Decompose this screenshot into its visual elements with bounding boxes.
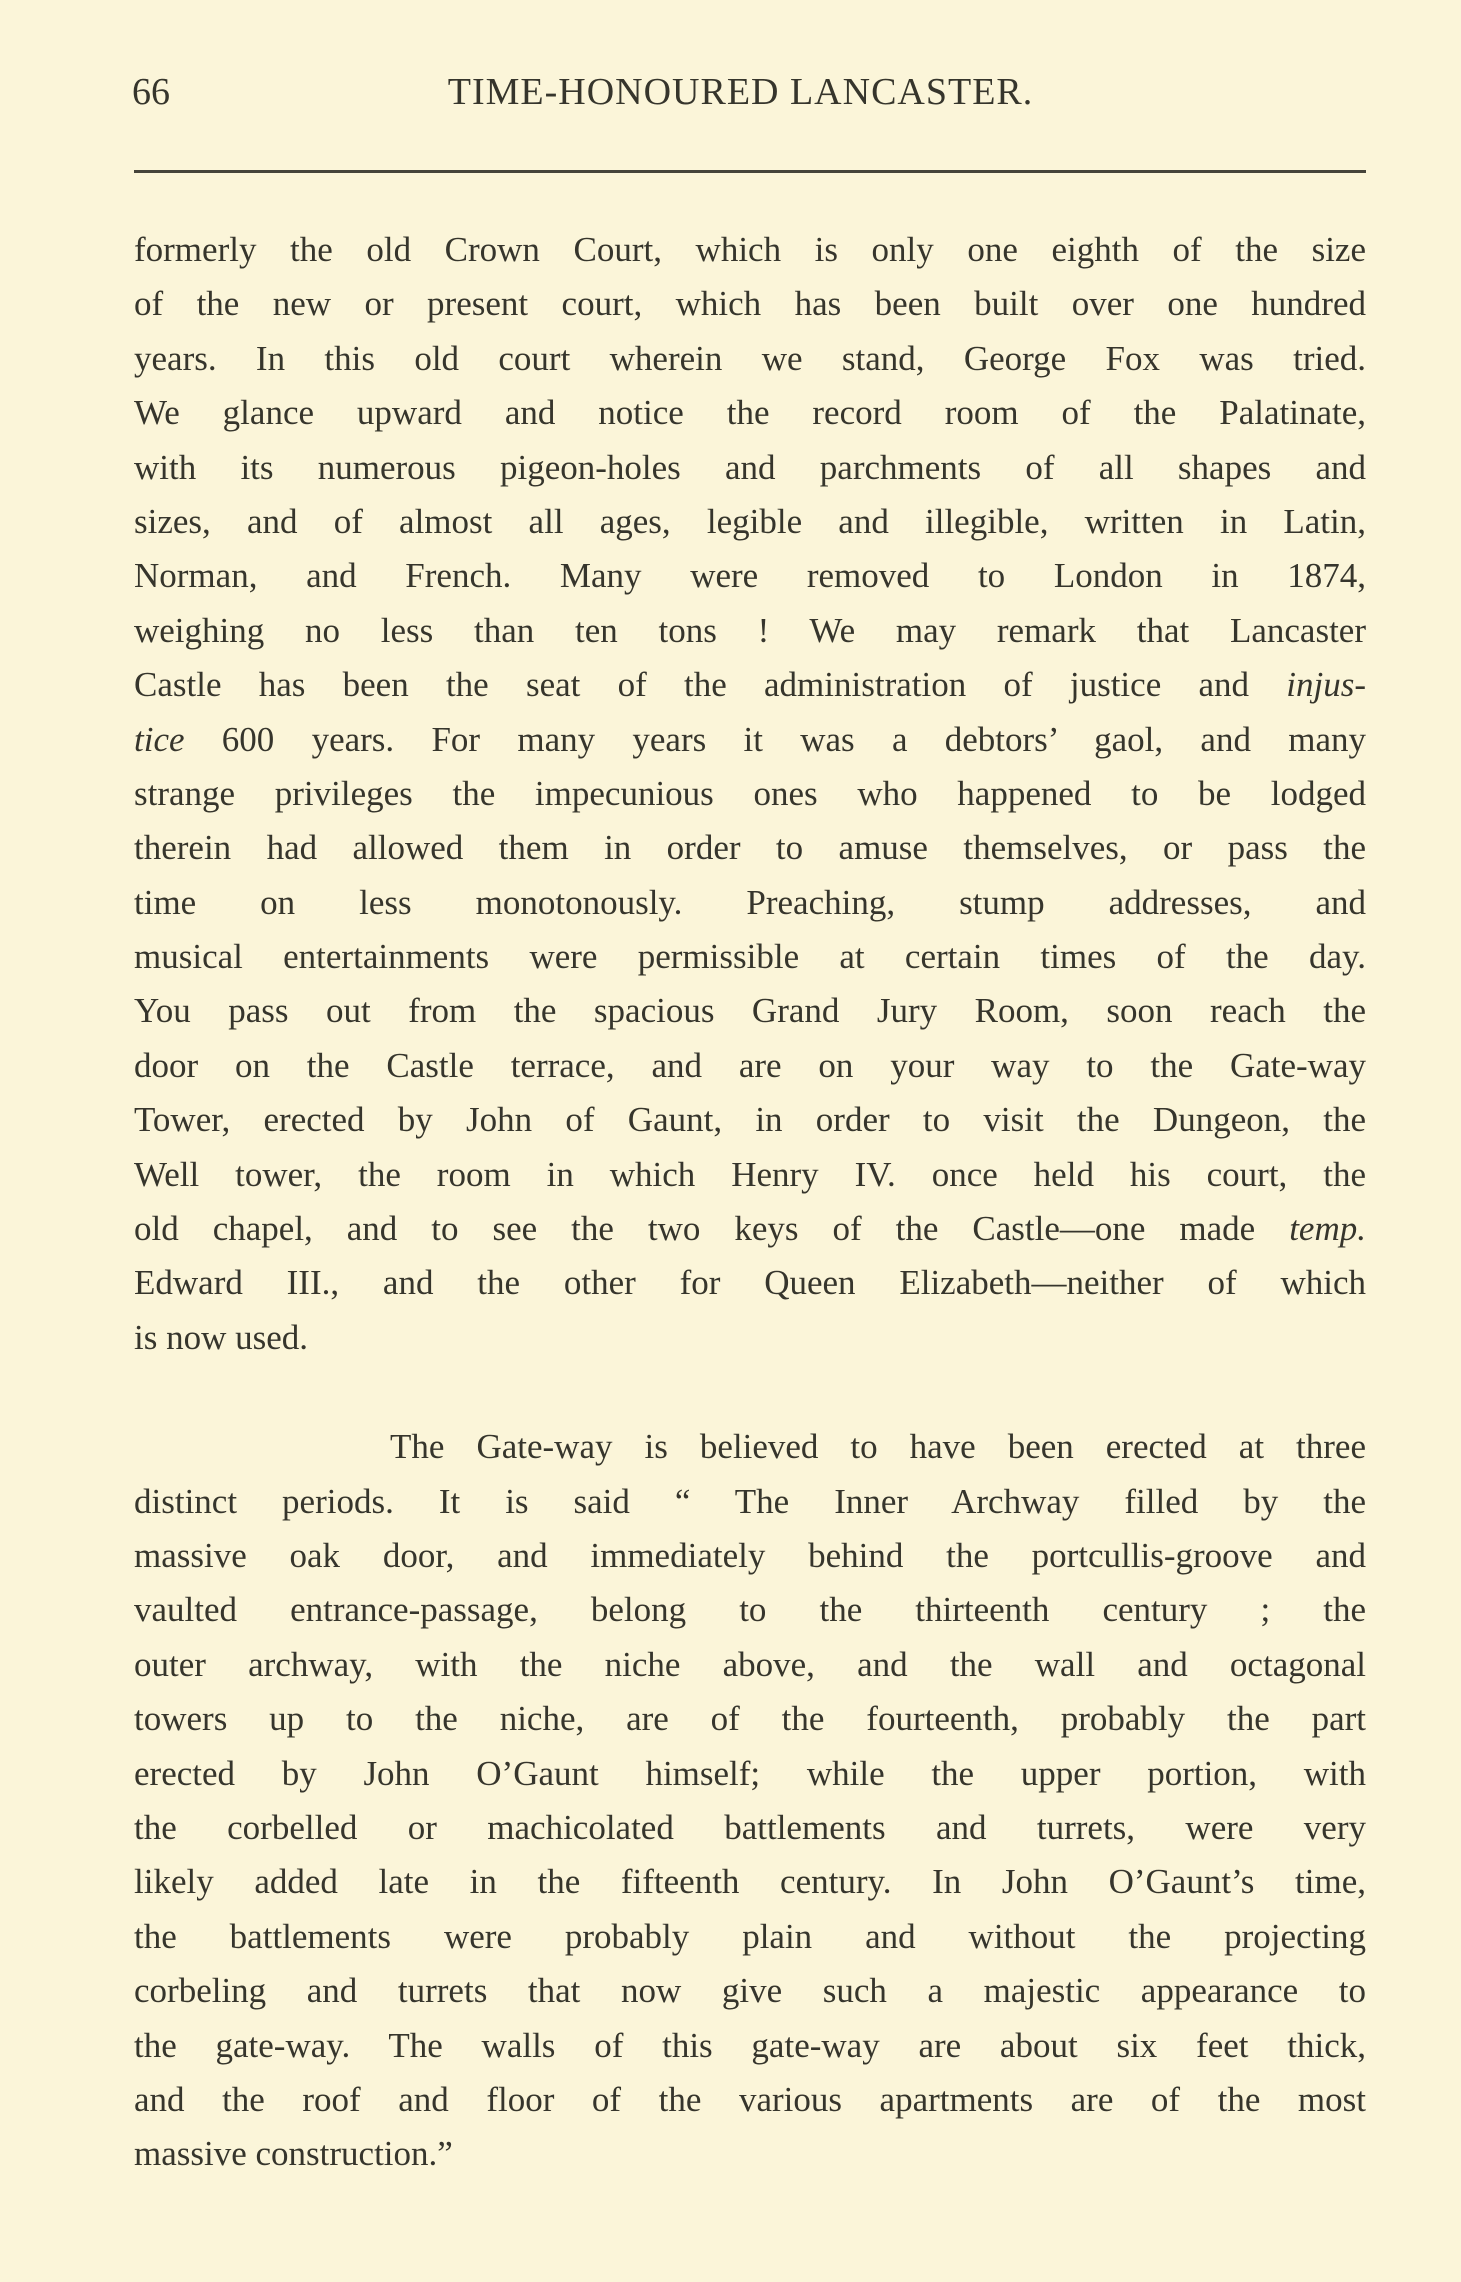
text-segment: the battlements were probably plain and without the projecting <box>134 1916 1366 1956</box>
page-number: 66 <box>132 71 170 113</box>
text-line <box>134 658 1366 712</box>
text-line <box>134 2073 1366 2127</box>
text-segment: You pass out from the spacious Grand Jury Room, soon reach the <box>134 991 1366 1031</box>
text-segment: years. In this old court wherein we stand, George Fox was tried. <box>134 338 1366 378</box>
text-segment: Castle has been the seat of the administration of justice and <box>134 665 1287 705</box>
text-segment: vaulted entrance-passage, belong to the thirteenth century ; the <box>134 1590 1366 1630</box>
text-segment: therein had allowed them in order to amuse themselves, or pass the <box>134 828 1366 868</box>
text-segment: time on less monotonously. Preaching, stump addresses, and <box>134 882 1366 922</box>
text-segment: massive oak door, and immediately behind the portcullis-groove and <box>134 1535 1366 1575</box>
text-line <box>134 1420 1366 1474</box>
text-line <box>134 332 1366 386</box>
text-segment: erected by John O’Gaunt himself; while the upper portion, with <box>134 1753 1366 1793</box>
text-segment: The Gate-way is believed to have been erected at three <box>134 1427 1366 1467</box>
text-segment: Norman, and French. Many were removed to London in 1874, <box>134 556 1366 596</box>
text-line <box>134 604 1366 658</box>
italic-text: temp. <box>1289 1209 1366 1249</box>
text-segment: outer archway, with the niche above, and the wall and octagonal <box>134 1644 1366 1684</box>
header-rule <box>134 170 1366 173</box>
text-line <box>134 1583 1366 1637</box>
text-line <box>134 1855 1366 1909</box>
paragraph-gap <box>134 1365 1366 1420</box>
text-line <box>134 1964 1366 2018</box>
text-segment: strange privileges the impecunious ones who happened to be lodged <box>134 773 1366 813</box>
text-segment: the corbelled or machicolated battlements and turrets, were very <box>134 1807 1366 1847</box>
text-line <box>134 1148 1366 1202</box>
text-line <box>134 1256 1366 1310</box>
text-line <box>134 1638 1366 1692</box>
text-line <box>134 1801 1366 1855</box>
text-segment: We glance upward and notice the record room of the Palatinate, <box>134 393 1366 433</box>
text-segment: Tower, erected by John of Gaunt, in order to visit the Dungeon, the <box>134 1100 1366 1140</box>
text-segment: old chapel, and to see the two keys of the Castle—one made <box>134 1209 1290 1249</box>
running-title: TIME-HONOURED LANCASTER. <box>447 71 1034 113</box>
text-segment: corbeling and turrets that now give such a majestic appearance to <box>134 1971 1366 2011</box>
paragraph <box>134 223 1366 1365</box>
text-segment: is now used. <box>134 1317 309 1357</box>
text-segment: massive construction.” <box>134 2134 453 2174</box>
text-line <box>134 2127 1366 2181</box>
text-segment: formerly the old Crown Court, which is only one eighth of the size <box>134 230 1366 269</box>
text-segment: weighing no less than ten tons ! We may remark that Lancaster <box>134 610 1366 650</box>
text-segment: towers up to the niche, are of the fourteenth, probably the part <box>134 1699 1366 1739</box>
text-line <box>134 1475 1366 1529</box>
text-line <box>134 821 1366 875</box>
text-line <box>134 277 1366 331</box>
text-segment: 600 years. For many years it was a debtors’ gaol, and many <box>184 719 1366 759</box>
text-segment: door on the Castle terrace, and are on your way to the Gate-way <box>134 1045 1366 1085</box>
text-segment: distinct periods. It is said “ The Inner Archway filled by the <box>134 1481 1366 1521</box>
text-line <box>134 549 1366 603</box>
text-line <box>134 1202 1366 1256</box>
text-segment: Well tower, the room in which Henry IV. once held his court, the <box>134 1154 1366 1194</box>
text-line <box>134 1692 1366 1746</box>
text-line <box>134 876 1366 930</box>
text-line <box>134 495 1366 549</box>
italic-text: tice <box>134 719 185 759</box>
text-segment: of the new or present court, which has been built over one hundred <box>134 284 1366 324</box>
text-line <box>134 1910 1366 1964</box>
text-segment: and the roof and floor of the various apartments are of the most <box>134 2079 1366 2119</box>
text-line <box>134 441 1366 495</box>
text-line <box>134 984 1366 1038</box>
text-line <box>134 1747 1366 1801</box>
text-segment: likely added late in the fifteenth century. In John O’Gaunt’s time, <box>134 1862 1366 1902</box>
text-line <box>134 1093 1366 1147</box>
text-line <box>134 767 1366 821</box>
text-line <box>134 930 1366 984</box>
body-text <box>134 223 1366 2182</box>
text-segment: the gate-way. The walls of this gate-way are about six feet thick, <box>134 2025 1366 2065</box>
text-segment: musical entertainments were permissible at certain times of the day. <box>134 937 1366 977</box>
text-line <box>134 713 1366 767</box>
paragraph <box>134 1420 1366 2181</box>
text-line <box>134 223 1366 277</box>
italic-text: injus- <box>1286 665 1366 705</box>
text-line <box>134 1311 1366 1365</box>
text-line <box>134 1039 1366 1093</box>
text-line <box>134 2019 1366 2073</box>
text-segment: Edward III., and the other for Queen Elizabeth—neither of which <box>134 1263 1366 1303</box>
text-segment: sizes, and of almost all ages, legible and illegible, written in Latin, <box>134 501 1366 541</box>
text-line <box>134 1529 1366 1583</box>
text-segment: with its numerous pigeon-holes and parchments of all shapes and <box>134 447 1366 487</box>
text-line <box>134 386 1366 440</box>
